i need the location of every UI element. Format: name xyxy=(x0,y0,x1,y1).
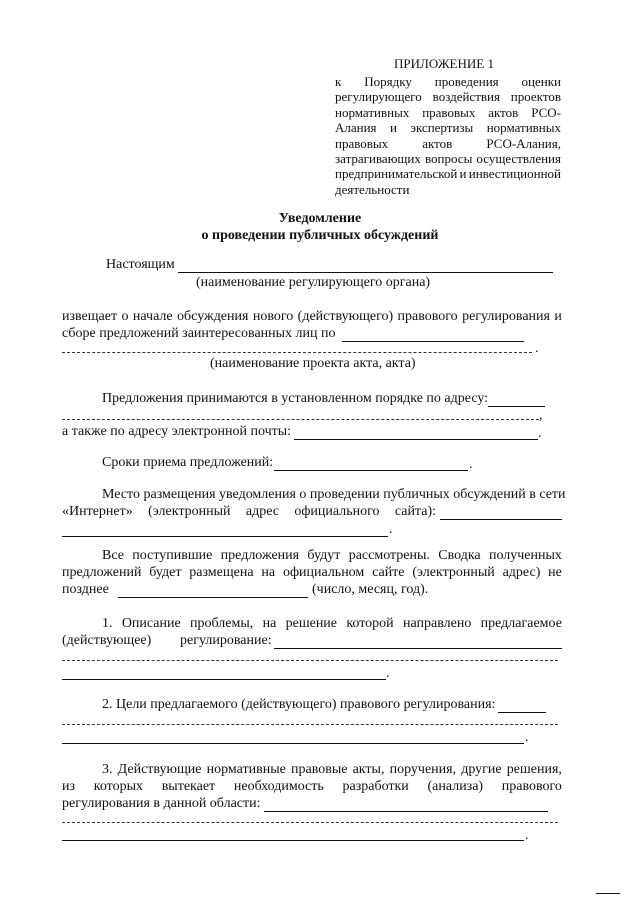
heading-subtitle: о проведении публичных обсуждений xyxy=(201,228,439,243)
site-field[interactable] xyxy=(440,519,562,520)
appendix-word: предпринимательской xyxy=(335,166,458,182)
heading-title: Уведомление xyxy=(278,211,362,226)
appendix-title: ПРИЛОЖЕНИЕ 1 xyxy=(394,56,494,71)
site-field-2[interactable] xyxy=(62,536,388,537)
nastoyashim-label: Настоящим xyxy=(106,257,175,272)
word: которой xyxy=(346,616,394,631)
appendix-word: Алания xyxy=(335,120,377,136)
word: разработки xyxy=(342,779,409,794)
appendix-word: оценки xyxy=(521,74,561,89)
appendix-word: правовых xyxy=(335,135,389,151)
word: акты, xyxy=(352,762,385,777)
appendix-word: осуществления xyxy=(476,151,561,166)
appendix-word: и xyxy=(459,166,467,182)
appendix-line xyxy=(335,151,561,166)
item2-label: 2. Цели предлагаемого (действующего) правового регулирования: xyxy=(102,697,496,712)
word: вытекает xyxy=(161,779,216,794)
email-label: а также по адресу электронной почты: xyxy=(62,424,292,439)
period-mark: . xyxy=(535,341,539,356)
appendix-line xyxy=(335,120,561,135)
word: размещена xyxy=(189,565,254,580)
word: предлагаемое xyxy=(480,616,562,631)
word: обсуждения xyxy=(177,309,249,324)
problem-field-3[interactable] xyxy=(62,679,386,680)
appendix-word: правовых xyxy=(422,104,476,120)
word: сайте xyxy=(372,565,405,580)
appendix-word: проведения xyxy=(434,74,499,89)
word: Сводка xyxy=(438,548,481,563)
appendix-word: вопросы xyxy=(424,151,473,166)
appendix-line xyxy=(335,136,561,151)
appendix-word: РСО- xyxy=(531,104,561,120)
appendix-word: затрагивающих xyxy=(335,151,421,166)
appendix-line xyxy=(335,182,409,197)
appendix-word: нормативных xyxy=(486,120,561,136)
project-name-field[interactable] xyxy=(62,352,532,353)
word: адрес xyxy=(245,504,279,519)
item1-line-1 xyxy=(102,616,562,632)
word: (анализа) xyxy=(427,779,484,794)
placement-line-2 xyxy=(62,504,436,520)
period-mark-5: . xyxy=(386,666,390,681)
word: официальном xyxy=(282,565,365,580)
appendix-line xyxy=(335,89,561,104)
all-proposals-line-1 xyxy=(102,548,562,564)
date-caption: (число, месяц, год). xyxy=(312,582,429,597)
terms-field[interactable] xyxy=(274,470,468,471)
period-mark-4: . xyxy=(389,522,393,537)
word: полученных xyxy=(488,548,562,563)
page-edge-mark xyxy=(596,893,620,894)
word: 3. xyxy=(102,762,113,777)
period-mark-7: . xyxy=(525,828,529,843)
appendix-word: регулирующего xyxy=(335,89,422,105)
word: решения, xyxy=(506,762,562,777)
appendix-line xyxy=(335,74,561,89)
period-mark-6: . xyxy=(525,730,529,745)
acts-field-3[interactable] xyxy=(62,840,524,841)
proposal-subject-field[interactable] xyxy=(342,341,524,342)
word: адрес) xyxy=(502,565,541,580)
word: другие xyxy=(461,762,502,777)
problem-field[interactable] xyxy=(274,648,562,649)
comma-mark: , xyxy=(539,408,543,423)
appendix-line xyxy=(335,166,561,181)
word: 1. xyxy=(102,616,113,631)
goals-field-3[interactable] xyxy=(62,743,524,744)
word: поручения, xyxy=(389,762,457,777)
word: направлено xyxy=(402,616,472,631)
word: будет xyxy=(149,565,182,580)
word: извещает xyxy=(62,309,118,324)
item1-line-2-regul: регулирование: xyxy=(180,633,272,648)
word: (действующего) xyxy=(297,309,394,324)
proposals-address-label: Предложения принимаются в установленном порядке по адресу: xyxy=(102,391,489,406)
word: предложений xyxy=(62,565,142,580)
word: (электронный xyxy=(148,504,231,519)
address-field[interactable] xyxy=(488,406,545,407)
terms-label: Сроки приема предложений: xyxy=(102,455,274,470)
appendix-word: деятельности xyxy=(335,181,410,197)
word: на xyxy=(261,565,276,580)
item3-line-3: регулирования в данной области: xyxy=(62,796,261,811)
word: «Интернет» xyxy=(62,504,133,519)
word: официального xyxy=(294,504,380,519)
appendix-word: к xyxy=(335,74,342,89)
appendix-line xyxy=(335,105,561,120)
appendix-word: актов xyxy=(488,104,519,120)
appendix-word: актов xyxy=(422,135,453,151)
appendix-word: РСО-Алания, xyxy=(486,135,561,151)
period-mark-3: . xyxy=(469,457,473,472)
date-field[interactable] xyxy=(118,597,308,598)
appendix-word: и xyxy=(389,120,397,136)
word: о xyxy=(121,309,129,324)
project-caption: (наименование проекта акта, акта) xyxy=(210,356,416,371)
word: предложения xyxy=(220,548,300,563)
appendix-word: воздействия xyxy=(432,89,500,105)
email-field[interactable] xyxy=(294,439,538,440)
word: Действующие xyxy=(117,762,202,777)
word: сайта): xyxy=(394,504,436,519)
word: начале xyxy=(132,309,173,324)
goals-field[interactable] xyxy=(498,712,546,713)
word: решение xyxy=(285,616,338,631)
notify-line-2: сборе предложений заинтересованных лиц по xyxy=(62,326,336,341)
word: и xyxy=(554,309,562,324)
goals-field-2[interactable] xyxy=(62,724,558,725)
all-proposals-line-2 xyxy=(62,565,562,581)
appendix-word: проектов xyxy=(510,89,561,105)
word: рассмотрены. xyxy=(348,548,430,563)
appendix-word: инвестиционной xyxy=(468,166,561,182)
word: нормативные xyxy=(206,762,286,777)
appendix-word: нормативных xyxy=(335,104,410,120)
word: Все xyxy=(102,548,124,563)
item3-line-1 xyxy=(102,762,562,778)
notify-line-1 xyxy=(62,309,562,325)
not-later-label: позднее xyxy=(62,582,109,597)
item1-line-2-start: (действующее) xyxy=(62,633,152,648)
word: на xyxy=(262,616,277,631)
word: Описание xyxy=(121,616,181,631)
word: правовые xyxy=(291,762,348,777)
word: из xyxy=(62,779,76,794)
placement-line-1: Место размещения уведомления о проведении публичных обсуждений в сети xyxy=(102,487,566,502)
word: которых xyxy=(93,779,143,794)
word: будут xyxy=(307,548,341,563)
word: нового xyxy=(252,309,294,324)
period-mark-2: . xyxy=(538,426,542,441)
address-field-2[interactable] xyxy=(62,419,539,420)
word: правового xyxy=(397,309,458,324)
word: необходимость xyxy=(233,779,324,794)
problem-field-2[interactable] xyxy=(62,660,558,661)
organ-caption: (наименование регулирующего органа) xyxy=(196,275,431,290)
word: регулирования xyxy=(462,309,550,324)
appendix-word: экспертизы xyxy=(410,120,474,136)
acts-field-2[interactable] xyxy=(62,822,558,823)
word: правового xyxy=(501,779,562,794)
word: проблемы, xyxy=(190,616,254,631)
organ-field[interactable] xyxy=(178,272,553,273)
appendix-word: Порядку xyxy=(364,74,412,89)
word: поступившие xyxy=(132,548,213,563)
word: не xyxy=(548,565,562,580)
word: (электронный xyxy=(412,565,495,580)
acts-field[interactable] xyxy=(264,811,548,812)
item3-line-2 xyxy=(62,779,562,795)
